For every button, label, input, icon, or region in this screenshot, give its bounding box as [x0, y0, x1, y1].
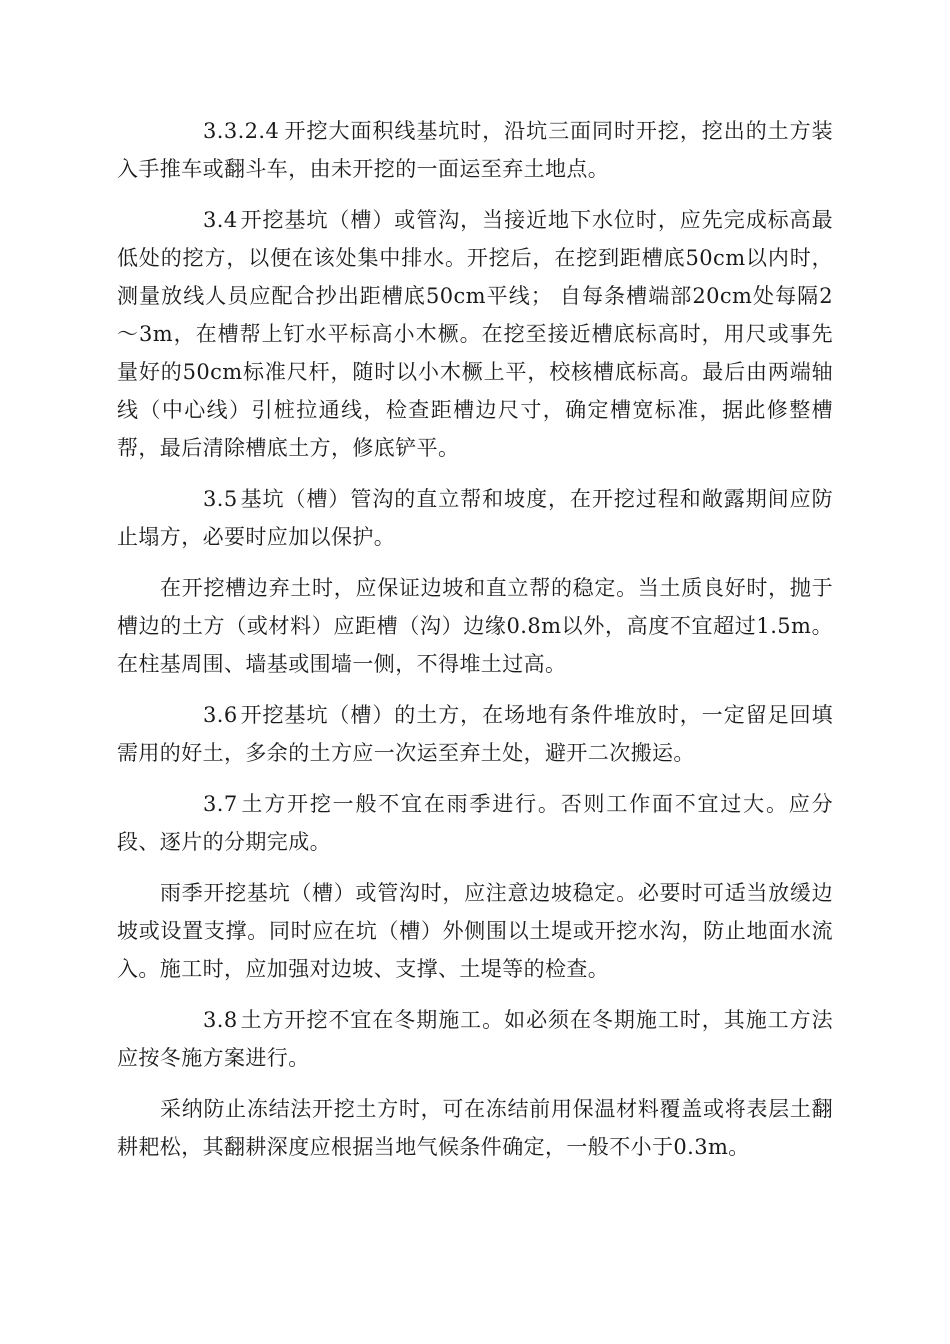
- paragraph-text: 在开挖槽边弃土时，应保证边坡和直立帮的稳定。当土质良好时，抛于槽边的土方（或材料）应距槽（沟）边缘0.8m以外，高度不宜超过1.5m。在柱基周围、墙基或围墙一侧，不得堆土过高。: [117, 576, 833, 676]
- paragraph-text: 采纳防止冻结法开挖土方时，可在冻结前用保温材料覆盖或将表层土翻耕耙松，其翻耕深度应根据当地气候条件确定，一般不小于0.3m。: [117, 1097, 833, 1159]
- paragraph-text: 开挖基坑（槽）或管沟，当接近地下水位时，应先完成标高最低处的挖方，以便在该处集中排水。开挖后，在挖到距槽底50cm以内时，测量放线人员应配合抄出距槽底50cm平线； 自每条槽端部20cm处每隔2～3m，在槽帮上钉水平标高小木橛。在挖至接近槽底标高时，用尺或事先量好的50cm标准尺杆，随时以小木橛上平，校核槽底标高。最后由两端轴线（中心线）引桩拉通线，检查距槽边尺寸，确定槽宽标准，据此修整槽帮，最后清除槽底土方，修底铲平。: [117, 208, 833, 460]
- paragraph-3-8: [117, 1001, 833, 1077]
- section-number: 3.3.2.4: [203, 119, 280, 143]
- paragraph-text: 基坑（槽）管沟的直立帮和坡度，在开挖过程和敞露期间应防止塌方，必要时应加以保护。: [117, 487, 833, 549]
- paragraph-3-4: [117, 201, 833, 467]
- paragraph-text: 土方开挖不宜在冬期施工。如必须在冬期施工时，其施工方法应按冬施方案进行。: [117, 1008, 833, 1070]
- paragraph-text: 雨季开挖基坑（槽）或管沟时，应注意边坡稳定。必要时可适当放缓边坡或设置支撑。同时应在坑（槽）外侧围以土堤或开挖水沟，防止地面水流入。施工时，应加强对边坡、支撑、土堤等的检查。: [117, 881, 833, 981]
- section-number: 3.7: [203, 792, 238, 816]
- document-body: [117, 112, 833, 1179]
- paragraph-3-3-2-4: [117, 112, 833, 188]
- paragraph-3-7: [117, 785, 833, 861]
- paragraph-3-6: [117, 696, 833, 772]
- paragraph-spoil-placement: [117, 569, 833, 683]
- paragraph-rainy-season: [117, 874, 833, 988]
- section-number: 3.6: [203, 703, 238, 727]
- paragraph-text: 开挖基坑（槽）的土方，在场地有条件堆放时，一定留足回填需用的好土，多余的土方应一次运至弃土处，避开二次搬运。: [117, 703, 833, 765]
- paragraph-text: 土方开挖一般不宜在雨季进行。否则工作面不宜过大。应分段、逐片的分期完成。: [117, 792, 833, 854]
- section-number: 3.8: [203, 1008, 238, 1032]
- section-number: 3.4: [203, 208, 238, 232]
- section-number: 3.5: [203, 487, 238, 511]
- paragraph-anti-freeze: [117, 1090, 833, 1166]
- paragraph-text: 开挖大面积线基坑时，沿坑三面同时开挖，挖出的土方装入手推车或翻斗车，由未开挖的一面运至弃土地点。: [117, 119, 833, 181]
- paragraph-3-5: [117, 480, 833, 556]
